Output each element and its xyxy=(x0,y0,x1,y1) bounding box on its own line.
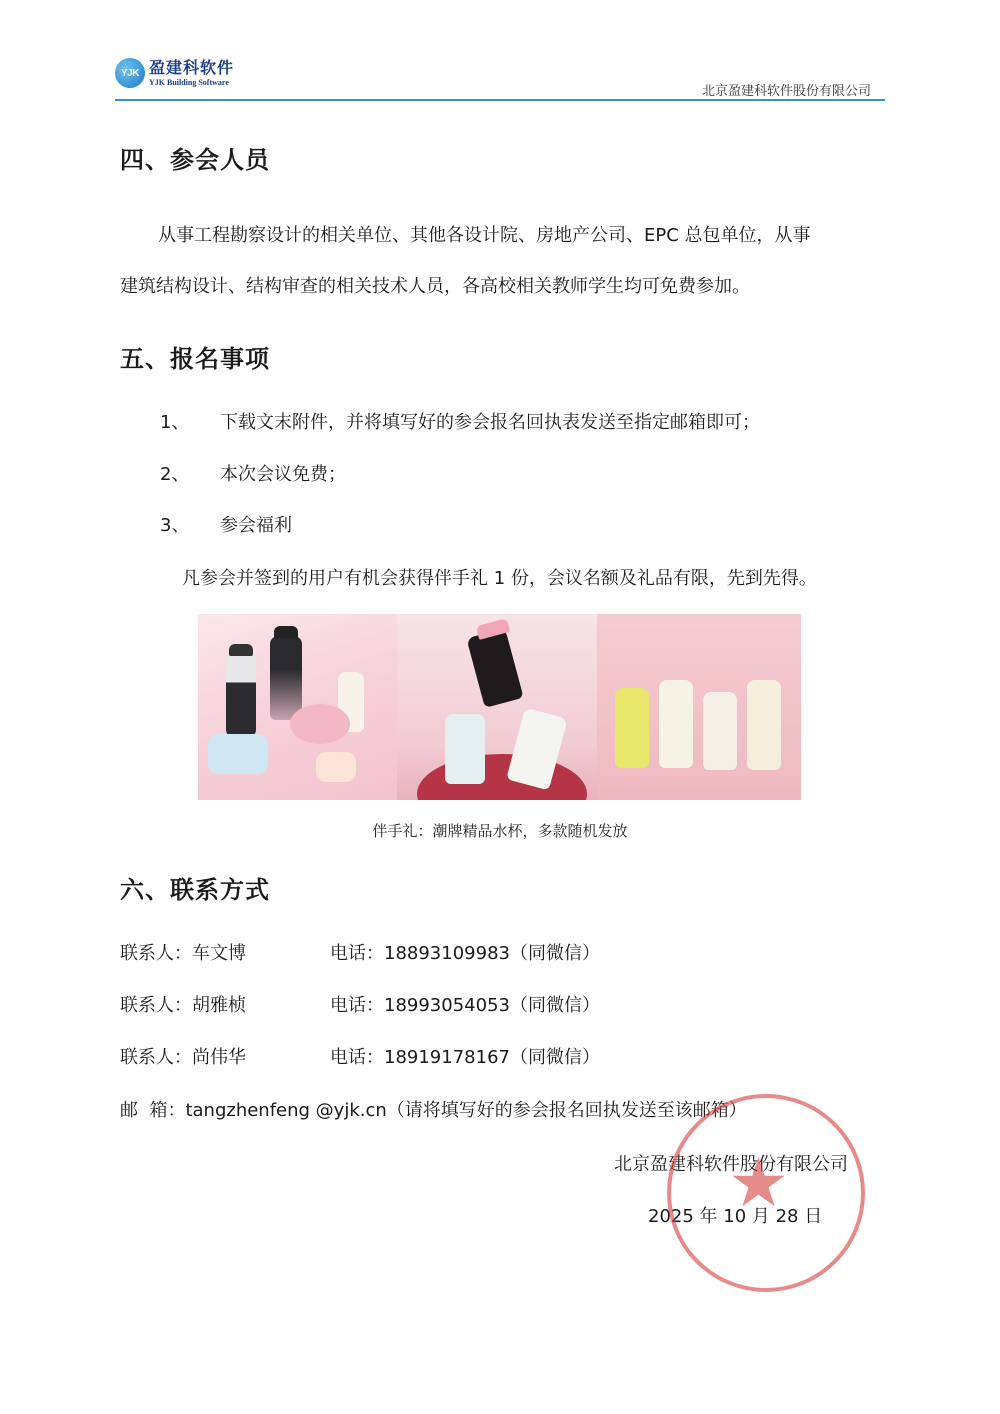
gift-photo-2 xyxy=(397,614,597,800)
header-divider xyxy=(115,99,885,101)
company-logo xyxy=(115,58,234,88)
list-item-text: 下载文末附件，并将填写好的参会报名回执表发送至指定邮箱即可； xyxy=(220,412,760,433)
list-item-text: 本次会议免费； xyxy=(220,464,346,485)
signature-company: 北京盈建科软件股份有限公司 xyxy=(614,1154,848,1175)
section-4-line-2: 建筑结构设计、结构审查的相关技术人员，各高校相关教师学生均可免费参加。 xyxy=(120,276,750,297)
contact-phone: 电话：18893109983（同微信） xyxy=(330,943,600,964)
logo-english-name: YJK Building Software xyxy=(149,77,229,87)
section-6-title: 六、联系方式 xyxy=(120,876,270,904)
gift-note: 凡参会并签到的用户有机会获得伴手礼 1 份，会议名额及礼品有限，先到先得。 xyxy=(182,568,817,589)
page-header xyxy=(115,58,885,102)
logo-mark-icon: YJK xyxy=(115,58,145,88)
contact-phone: 电话：18993054053（同微信） xyxy=(330,995,600,1016)
company-seal xyxy=(667,1094,865,1292)
list-item-text: 参会福利 xyxy=(220,515,292,536)
contact-email: 邮 箱：tangzhenfeng @yjk.cn（请将填写好的参会报名回执发送至该邮箱） xyxy=(120,1100,747,1121)
section-4-title: 四、参会人员 xyxy=(120,146,270,174)
list-item-number: 1、 xyxy=(160,412,190,433)
list-item-number: 3、 xyxy=(160,515,190,536)
contact-name: 联系人：胡雅桢 xyxy=(120,995,246,1016)
contact-phone: 电话：18919178167（同微信） xyxy=(330,1047,600,1068)
logo-chinese-name: 盈建科软件 xyxy=(149,57,235,77)
gift-photos xyxy=(198,614,801,800)
seal-star-icon: ★ xyxy=(728,1144,789,1223)
contact-name: 联系人：尚伟华 xyxy=(120,1047,246,1068)
list-item-number: 2、 xyxy=(160,464,190,485)
gift-photo-1 xyxy=(198,614,397,800)
section-5-title: 五、报名事项 xyxy=(120,345,270,373)
section-4-line-1: 从事工程勘察设计的相关单位、其他各设计院、房地产公司、EPC 总包单位，从事 xyxy=(158,225,811,246)
gift-photo-3 xyxy=(597,614,801,800)
header-company-name: 北京盈建科软件股份有限公司 xyxy=(701,84,871,99)
gift-caption: 伴手礼：潮牌精品水杯，多款随机发放 xyxy=(372,822,628,840)
signature-date: 2025 年 10 月 28 日 xyxy=(648,1206,823,1227)
contact-name: 联系人：车文博 xyxy=(120,943,246,964)
